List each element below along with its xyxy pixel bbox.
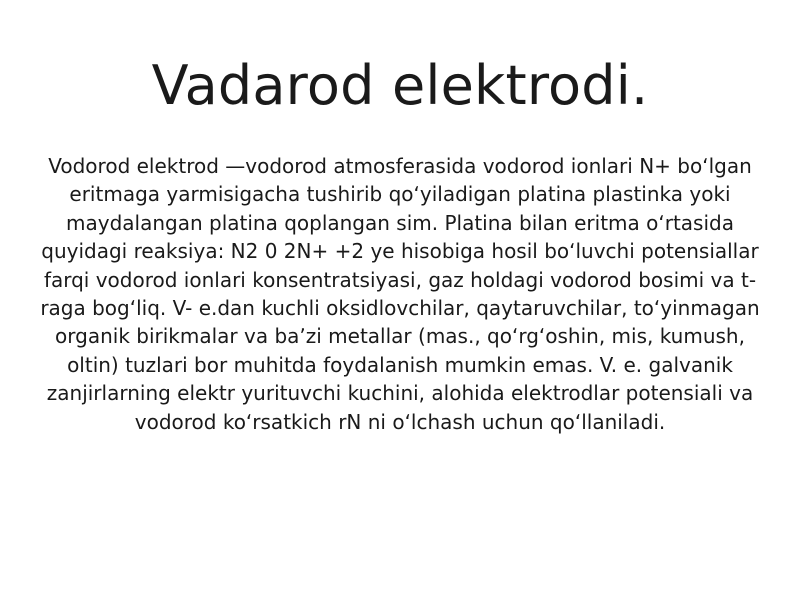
slide-body-text: Vodorod elektrod —vodorod atmosferasida vodorod ionlari N+ boʻlgan eritmaga yarmisigacha tushirib qoʻyiladigan platina plastinka yoki maydalangan platina qoplangan sim. Platina bilan eritma oʻrtasida quyidagi reaksiya: N2 0 2N+ +2 ye hisobiga hosil boʻluvchi potensiallar farqi vodorod ionlari konsentratsiyasi, gaz holdagi vodorod bosimi va t-raga bogʻliq. V- e.dan kuchli oksidlovchilar, qaytaruvchilar, toʻyinmagan organik birikmalar va baʼzi metallar (mas., qoʻrgʻoshin, mis, kumush, oltin) tuzlari bor muhitda foydalanish mumkin emas. V. e. galvanik zanjirlarning elektr yurituvchi kuchini, alohida elektrodlar potensiali va vodorod koʻrsatkich rN ni oʻlchash uchun qoʻllaniladi. — [40, 154, 760, 434]
slide-title: Vadarod elektrodi. — [151, 54, 649, 117]
